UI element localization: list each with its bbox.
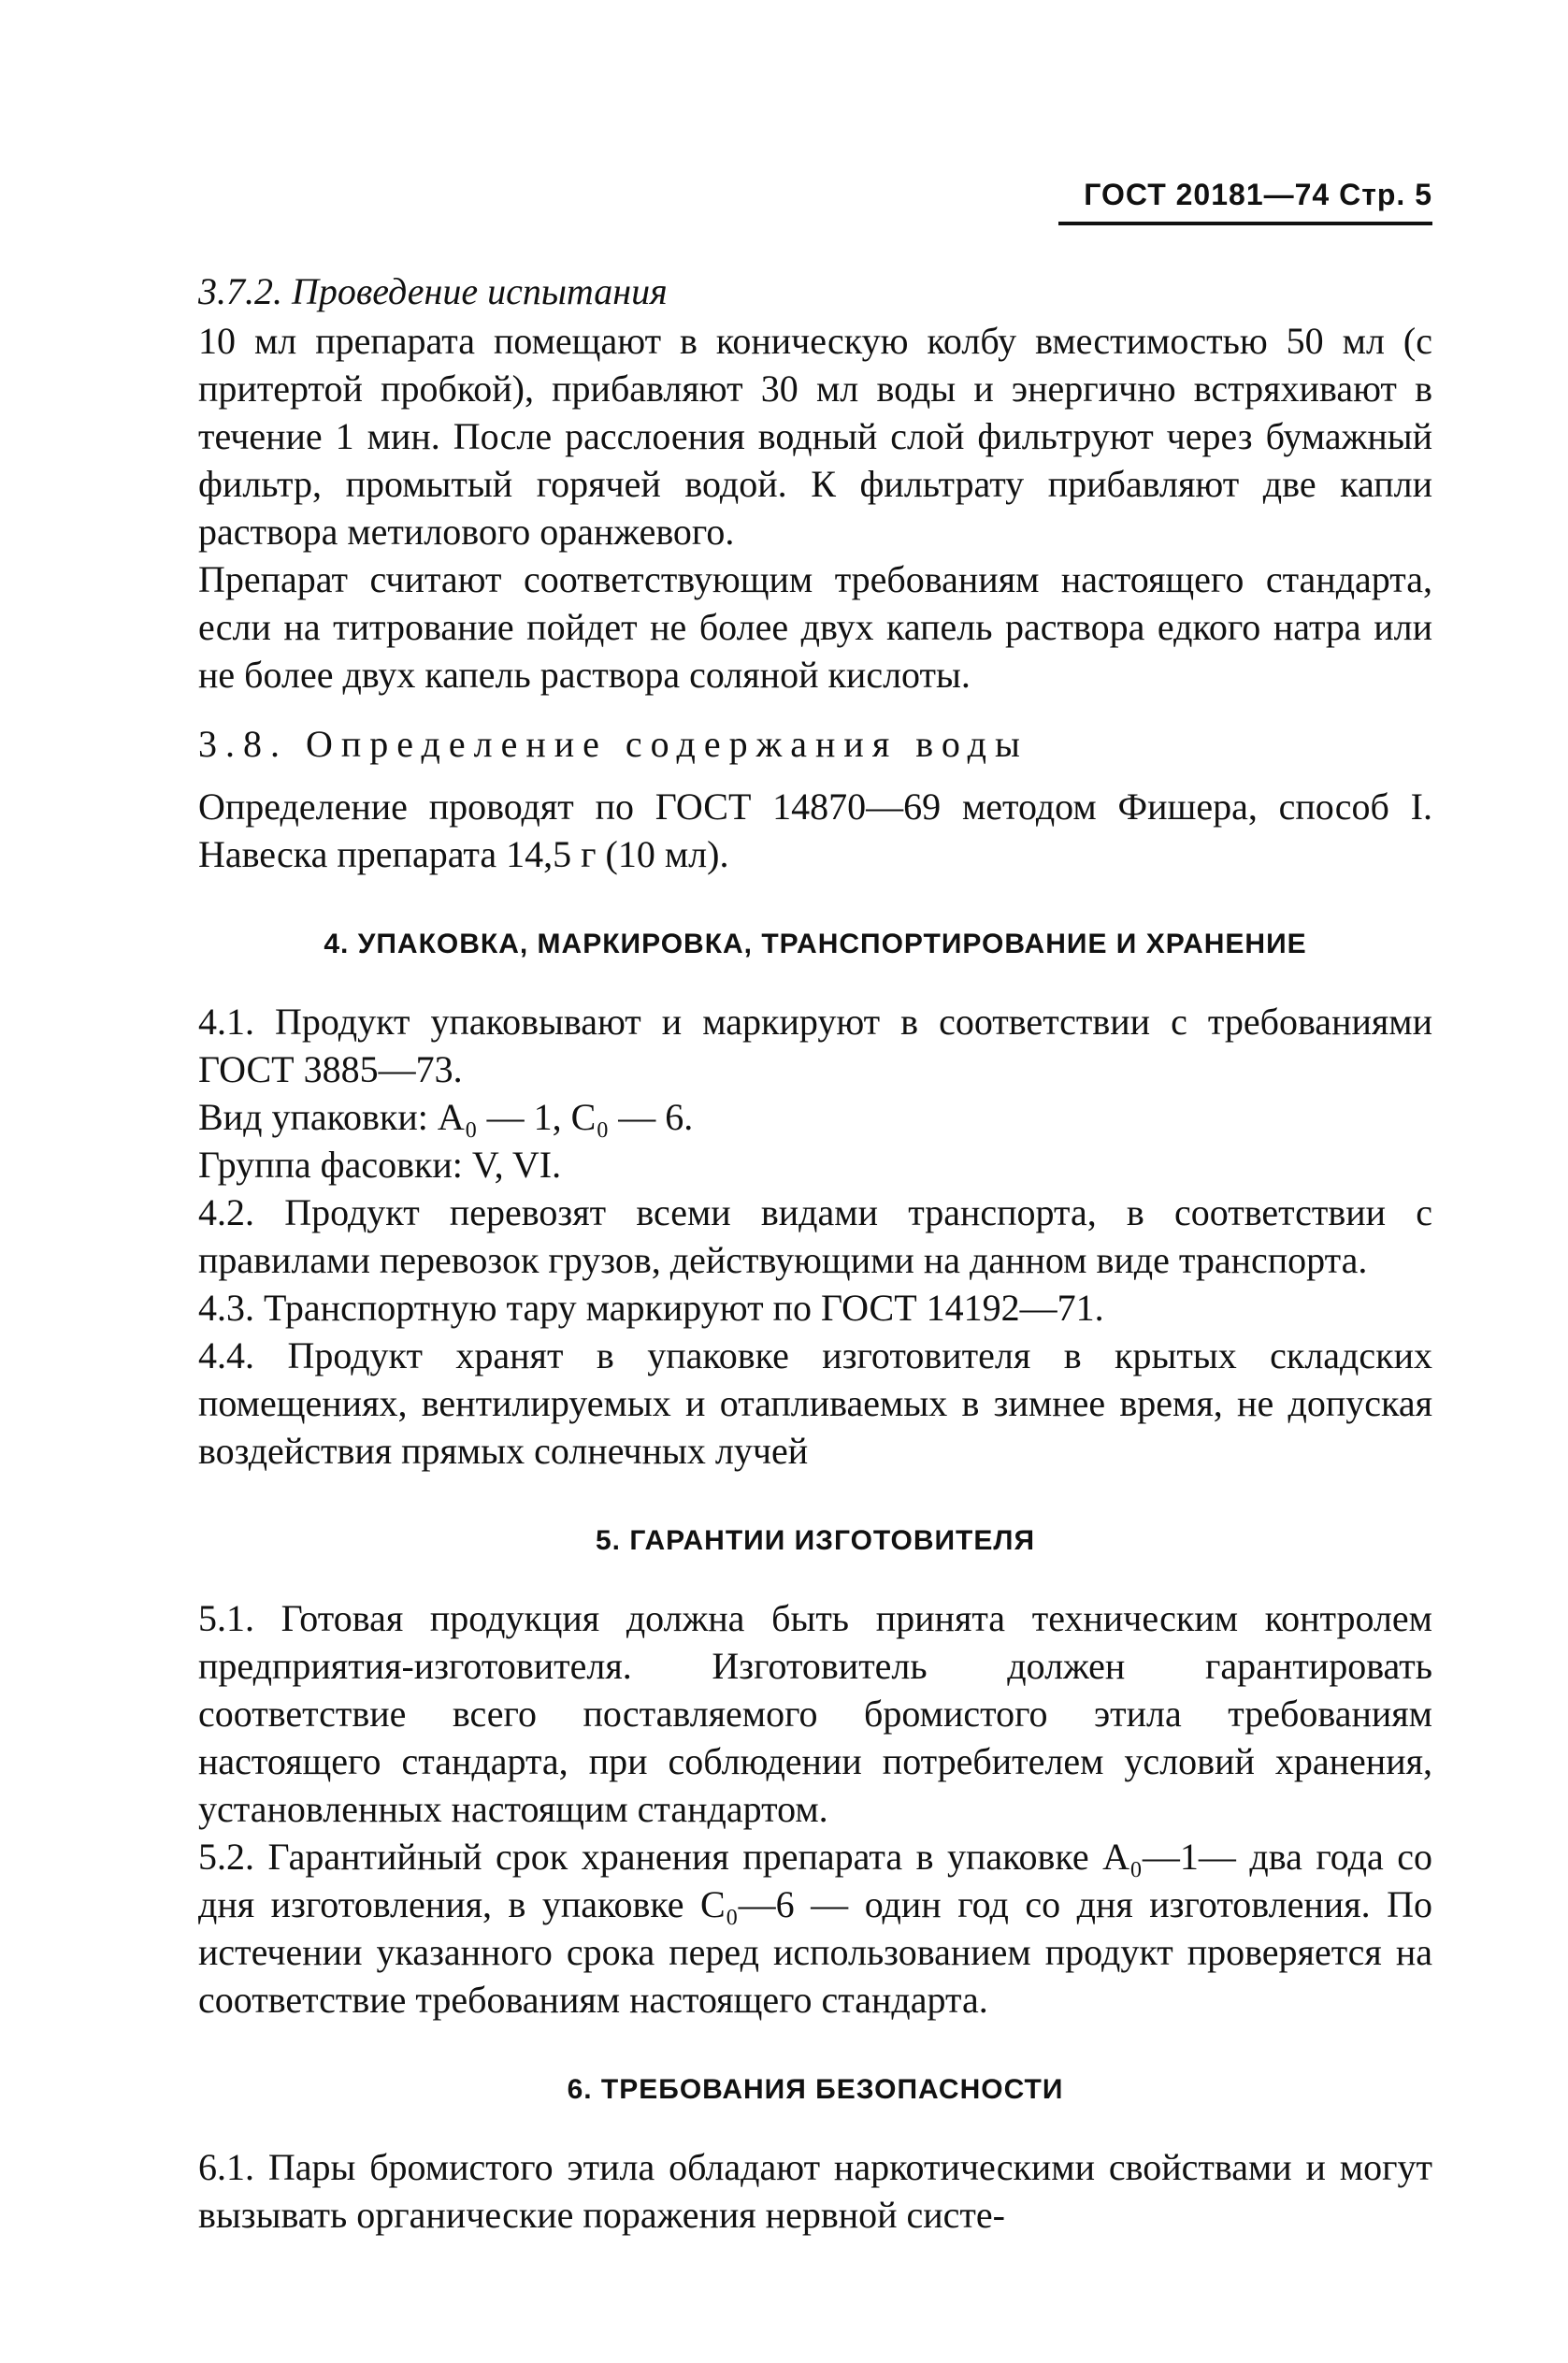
section-4-1-paragraph: 4.1. Продукт упаковывают и маркируют в соответствии с требованиями ГОСТ 3885—73. xyxy=(198,1001,1432,1090)
section-3-7-2-title: 3.7.2. Проведение испытания xyxy=(198,270,668,312)
section-4-4-paragraph: 4.4. Продукт хранят в упаковке изготовителя в крытых складских помещениях, вентилируемых и отапливаемых в зимнее время, не допуская воздействия прямых солнечных лучей xyxy=(198,1334,1432,1472)
section-5-1-paragraph: 5.1. Готовая продукция должна быть принята техническим контролем предприятия-изготовителя. Изготовитель должен гарантировать соответствие всего поставляемого бромистого этила требованиям настоящего стандарта, при соблюдении потребителем условий хранения, установленных настоящим стандартом. xyxy=(198,1597,1432,1830)
section-3-8-title: 3.8. Определение содержания воды xyxy=(198,723,1029,765)
section-6-1-paragraph: 6.1. Пары бромистого этила обладают наркотическими свойствами и могут вызывать органические поражения нервной систе- xyxy=(198,2146,1432,2236)
section-4-1-packing-group: Группа фасовки: V, VI. xyxy=(198,1144,562,1186)
section-6-heading: 6. ТРЕБОВАНИЯ БЕЗОПАСНОСТИ xyxy=(567,2074,1064,2105)
section-4-heading: 4. УПАКОВКА, МАРКИРОВКА, ТРАНСПОРТИРОВАНИЕ И ХРАНЕНИЕ xyxy=(324,929,1307,959)
section-4-1-packaging-type: Вид упаковки: А₀ — 1, С₀ — 6. xyxy=(198,1096,694,1138)
section-5-heading: 5. ГАРАНТИИ ИЗГОТОВИТЕЛЯ xyxy=(595,1525,1035,1556)
running-header: ГОСТ 20181—74 Стр. 5 xyxy=(1058,178,1432,225)
section-3-7-2-paragraph-1: 10 мл препарата помещают в коническую колбу вместимостью 50 мл (с притертой пробкой), прибавляют 30 мл воды и энергично встряхивают в течение 1 мин. После расслоения водный слой фильтруют через бумажный фильтр, промытый горячей водой. К фильтрату прибавляют две капли раствора метилового оранжевого. xyxy=(198,320,1432,553)
document-page xyxy=(198,178,1432,2239)
section-4-3-paragraph: 4.3. Транспортную тару маркируют по ГОСТ 14192—71. xyxy=(198,1287,1104,1329)
section-3-8-paragraph: Определение проводят по ГОСТ 14870—69 методом Фишера, способ I. Навеска препарата 14,5 г (10 мл). xyxy=(198,785,1432,875)
section-4-2-paragraph: 4.2. Продукт перевозят всеми видами транспорта, в соответствии с правилами перевозок грузов, действующими на данном виде транспорта. xyxy=(198,1191,1432,1281)
section-5-2-paragraph: 5.2. Гарантийный срок хранения препарата в упаковке А₀—1— два года со дня изготовления, в упаковке С₀—6 — один год со дня изготовления. По истечении указанного срока перед использованием продукт проверяется на соответствие требованиям настоящего стандарта. xyxy=(198,1836,1432,2021)
section-3-7-2-paragraph-2: Препарат считают соответствующим требованиям настоящего стандарта, если на титрование пойдет не более двух капель раствора едкого натра или не более двух капель раствора соляной кислоты. xyxy=(198,558,1432,696)
